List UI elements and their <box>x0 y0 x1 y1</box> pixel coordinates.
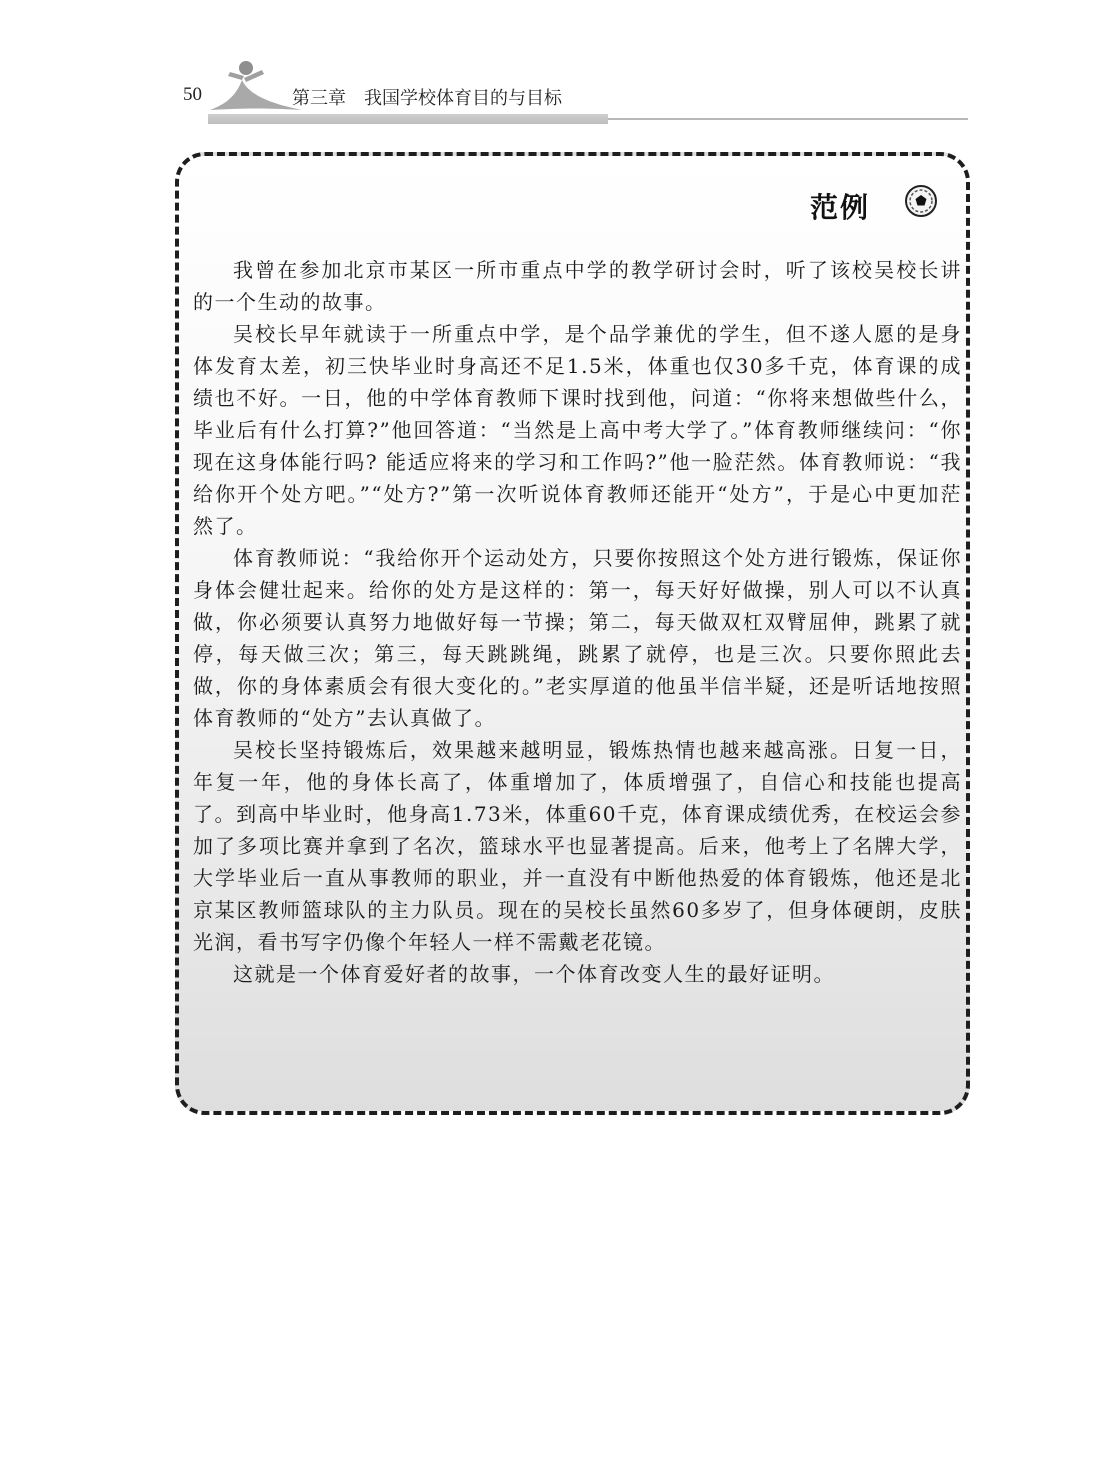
example-box <box>175 152 970 1115</box>
example-paragraph: 体育教师说：“我给你开个运动处方，只要你按照这个处方进行锻炼，保证你身体会健壮起来。给你的处方是这样的：第一，每天好好做操，别人可以不认真做，你必须要认真努力地做好每一节操；第二，每天做双杠双臂屈伸，跳累了就停，每天做三次；第三，每天跳跳绳，跳累了就停，也是三次。只要你照此去做，你的身体素质会有很大变化的。”老实厚道的他虽半信半疑，还是听话地按照体育教师的“处方”去认真做了。 <box>193 546 962 730</box>
example-title: 范例 <box>809 191 870 224</box>
example-paragraph: 吴校长坚持锻炼后，效果越来越明显，锻炼热情也越来越高涨。日复一日，年复一年，他的身体长高了，体重增加了，体质增强了，自信心和技能也提高了。到高中毕业时，他身高1.73米，体重60千克，体育课成绩优秀，在校运会参加了多项比赛并拿到了名次，篮球水平也显著提高。后来，他考上了名牌大学，大学毕业后一直从事教师的职业，并一直没有中断他热爱的体育锻炼，他还是北京某区教师篮球队的主力队员。现在的吴校长虽然60多岁了，但身体硬朗，皮肤光润，看书写字仍像个年轻人一样不需戴老花镜。 <box>193 738 962 954</box>
page-number: 50 <box>183 84 202 105</box>
chapter-title: 第三章 我国学校体育目的与目标 <box>292 88 562 109</box>
soccer-ball-icon <box>904 184 938 218</box>
example-body <box>193 254 962 990</box>
page-header <box>0 0 1108 140</box>
header-bar <box>208 114 608 124</box>
example-paragraph: 吴校长早年就读于一所重点中学，是个品学兼优的学生，但不遂人愿的是身体发育太差，初三快毕业时身高还不足1.5米，体重也仅30多千克，体育课的成绩也不好。一日，他的中学体育教师下课时找到他，问道：“你将来想做些什么，毕业后有什么打算?”他回答道：“当然是上高中考大学了。”体育教师继续问：“你现在这身体能行吗? 能适应将来的学习和工作吗?”他一脸茫然。体育教师说：“我给你开个处方吧。”“处方?”第一次听说体育教师还能开“处方”，于是心中更加茫然了。 <box>193 322 962 538</box>
header-rule <box>608 118 968 120</box>
example-paragraph: 我曾在参加北京市某区一所市重点中学的教学研讨会时，听了该校吴校长讲的一个生动的故事。 <box>193 258 962 314</box>
example-paragraph: 这就是一个体育爱好者的故事，一个体育改变人生的最好证明。 <box>233 962 835 986</box>
runner-icon <box>208 58 304 120</box>
